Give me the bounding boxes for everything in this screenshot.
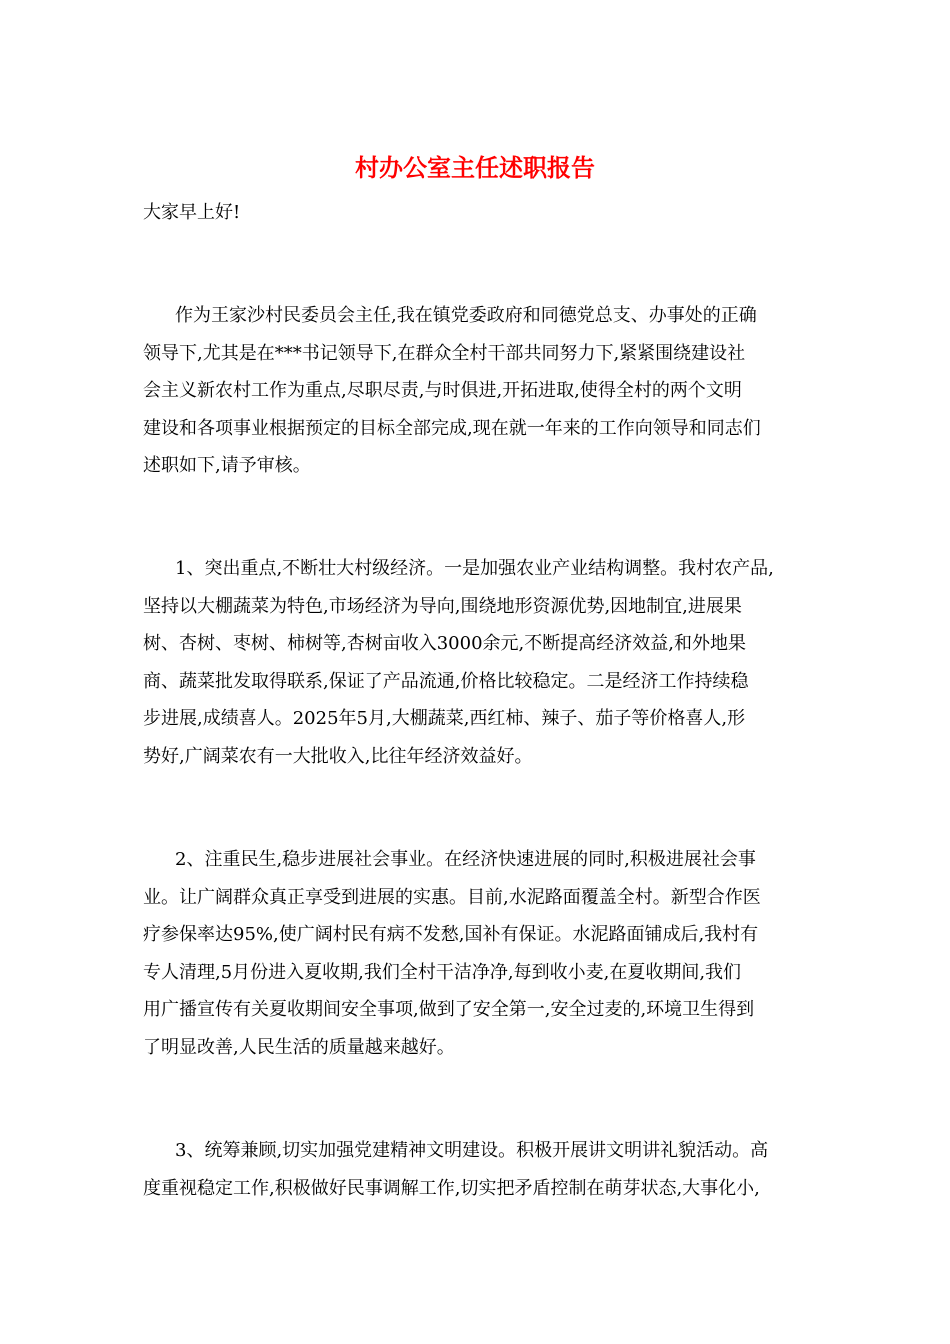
- paragraph-livelihood: 2、注重民生,稳步进展社会事业。在经济快速进展的同时,积极进展社会事 业。让广阔群众真正享受到进展的实惠。目前,水泥路面覆盖全村。新型合作医 疗参保率达95%,使广阔村民有病不发愁,国补有保证。水泥路面铺成后,我村有 专人清理,5月份进入夏收期,我们全村干洁净净,每到收小麦,在夏收期间,我们 用广播宣传有关夏收期间安全事项,做到了安全第一,安全过麦的,环境卫生得到 了明显改善,人民生活的质量越来越好。: [143, 849, 761, 1058]
- paragraph-party-building: 3、统筹兼顾,切实加强党建精神文明建设。积极开展讲文明讲礼貌活动。高 度重视稳定工作,积极做好民事调解工作,切实把矛盾控制在萌芽状态,大事化小,: [143, 1140, 769, 1199]
- paragraph-intro: 作为王家沙村民委员会主任,我在镇党委政府和同德党总支、办事处的正确 领导下,尤其是在***书记领导下,在群众全村干部共同努力下,紧紧围绕建设社 会主义新农村工作为重点,尽职尽责,与时俱进,开拓进取,使得全村的两个文明 建设和各项事业根据预定的目标全部完成,现在就一年来的工作向领导和同志们 述职如下,请予审核。: [143, 305, 761, 476]
- paragraph-economy: 1、突出重点,不断壮大村级经济。一是加强农业产业结构调整。我村农产品, 坚持以大棚蔬菜为特色,市场经济为导向,围绕地形资源优势,因地制宜,进展果 树、杏树、枣树、柿树等,杏树亩收入3000余元,不断提高经济效益,和外地果 商、蔬菜批发取得联系,保证了产品流通,价格比较稳定。二是经济工作持续稳 步进展,成绩喜人。2025年5月,大棚蔬菜,西红柿、辣子、茄子等价格喜人,形 势好,广阔菜农有一大批收入,比往年经济效益好。: [143, 558, 774, 767]
- greeting-text: 大家早上好!: [143, 202, 241, 223]
- document-title: 村办公室主任述职报告: [355, 153, 595, 182]
